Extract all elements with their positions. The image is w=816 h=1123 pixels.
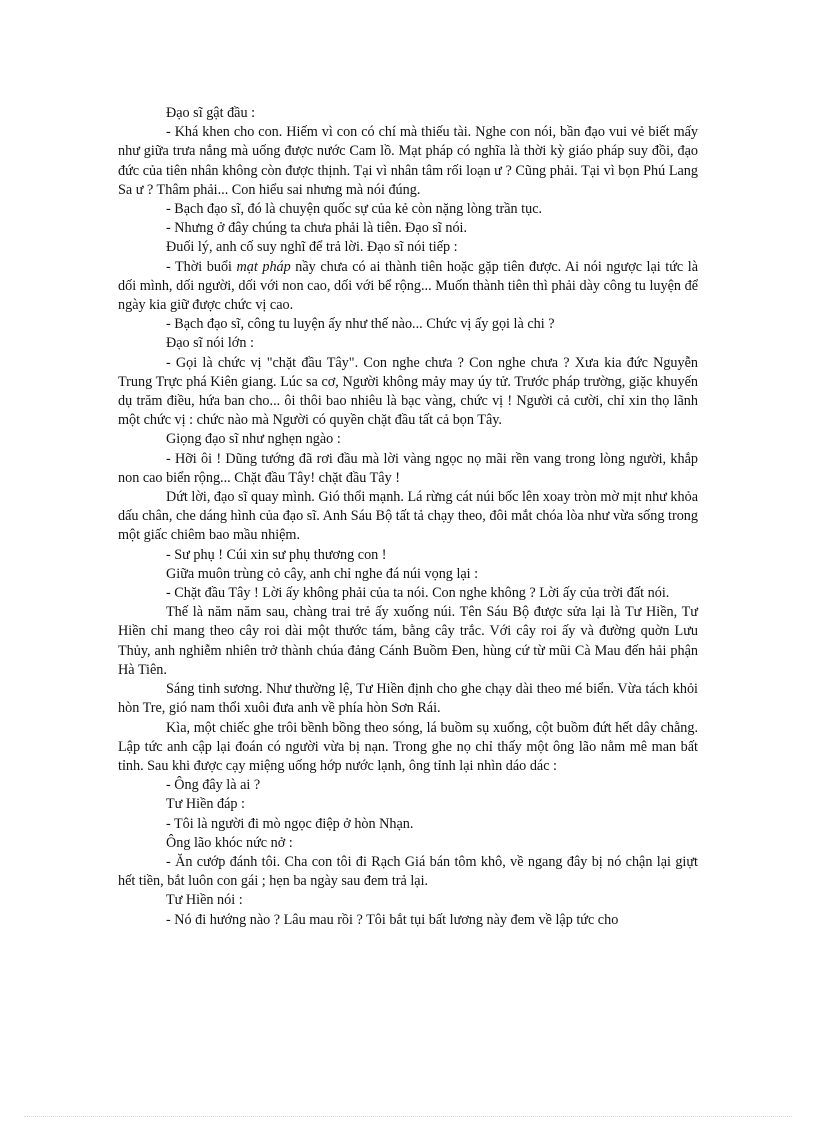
paragraph: - Bạch đạo sĩ, đó là chuyện quốc sự của kẻ còn nặng lòng trần tục.	[166, 201, 543, 218]
paragraph-text: nầy chưa có ai thành tiên hoặc gặp tiên được. Ai nói ngược lại tức là dối mình, dối người, dối với non cao, dối với bể rộng... Muốn thành tiên thì phải dày công tu luyện để ngày kia giữ được chức vị cao.	[118, 258, 699, 314]
paragraph: Đuối lý, anh cố suy nghĩ để trả lời. Đạo sĩ nói tiếp :	[166, 239, 458, 256]
paragraph: Đạo sĩ nói lớn :	[166, 335, 254, 352]
paragraph: - Bạch đạo sĩ, công tu luyện ấy như thế nào... Chức vị ấy gọi là chi ?	[166, 316, 555, 333]
paragraph-text: - Thời buổi	[166, 258, 237, 275]
paragraph: Tư Hiền đáp :	[166, 796, 246, 813]
paragraph: Thế là năm năm sau, chàng trai trẻ ấy xuống núi. Tên Sáu Bộ được sửa lại là Tư Hiền, Tư Hiền chỉ mang theo cây roi dài một thước tám, bằng cây trắc. Với cây roi ấy và đường quờn Lưu Thủy, anh nghiễm nhiên trở thành chúa đảng Cánh Buồm Đen, hùng cứ từ mũi Cà Mau đến hải phận Hà Tiên.	[118, 604, 698, 678]
paragraph: - Nó đi hướng nào ? Lâu mau rồi ? Tôi bắt tụi bất lương này đem về lập tức cho	[166, 911, 619, 928]
italic-term: mạt pháp	[236, 258, 291, 275]
paragraph: - Nhưng ở đây chúng ta chưa phải là tiên. Đạo sĩ nói.	[166, 220, 468, 237]
paragraph: Đạo sĩ gật đầu :	[166, 105, 256, 121]
document-body	[118, 104, 698, 930]
paragraph: - Ăn cướp đánh tôi. Cha con tôi đi Rạch Giá bán tôm khô, về ngang đây bị nó chận lại giựt hết tiền, bắt luôn con gái ; hẹn ba ngày sau đem trả lại.	[118, 853, 698, 890]
paragraph: Tư Hiền nói :	[166, 892, 243, 909]
paragraph: Dứt lời, đạo sĩ quay mình. Gió thổi mạnh. Lá rừng cát núi bốc lên xoay tròn mờ mịt như khỏa dấu chân, che dáng hình của đạo sĩ. Anh Sáu Bộ tất tả chạy theo, đôi mắt chóa lòa như vừa sống trong một giấc chiêm bao mầu nhiệm.	[118, 489, 698, 544]
paragraph: - Khá khen cho con. Hiếm vì con có chí mà thiếu tài. Nghe con nói, bần đạo vui vẻ biết mấy như giữa trưa nắng mà uống được nước Cam lồ. Mạt pháp có nghĩa là thời kỳ giáo pháp suy đồi, đạo đức của tiên nhân không còn được thịnh. Tại vì nhân tâm rối loạn ư ? Cũng phải. Tại vì bọn Phú Lang Sa ư ? Thâm phải... Con hiểu sai nhưng mà nói đúng.	[118, 124, 698, 198]
paragraph: - Hỡi ôi ! Dũng tướng đã rơi đầu mà lời vàng ngọc nọ mãi rền vang trong lòng người, khắp non cao biển rộng... Chặt đầu Tây! chặt đầu Tây !	[118, 450, 698, 486]
paragraph: Kìa, một chiếc ghe trôi bềnh bồng theo sóng, lá buồm sụ xuống, cột buồm đứt hết dây chằng. Lập tức anh cập lại đoán có người vừa bị nạn. Trong ghe nọ chỉ thấy một ông lão nằm mê man bất tỉnh. Sau khi được cạy miệng uống hớp nước lạnh, ông tỉnh lại nhìn dáo dác :	[118, 719, 698, 774]
paragraph: Sáng tinh sương. Như thường lệ, Tư Hiền định cho ghe chạy dài theo mé biển. Vừa tách khỏi hòn Tre, gió nam thổi xuôi đưa anh về phía hòn Sơn Rái.	[118, 681, 698, 717]
paragraph: - Tôi là người đi mò ngọc điệp ở hòn Nhạn.	[166, 815, 414, 832]
paragraph: Giữa muôn trùng cỏ cây, anh chỉ nghe đá núi vọng lại :	[166, 565, 479, 582]
paragraph: Ông lão khóc nức nở :	[166, 834, 293, 851]
paragraph: - Sư phụ ! Cúi xin sư phụ thương con !	[166, 546, 387, 563]
paragraph: - Gọi là chức vị "chặt đầu Tây". Con nghe chưa ? Con nghe chưa ? Xưa kia đức Nguyễn Trung Trực phá Kiên giang. Lúc sa cơ, Người không mảy may úy tử. Trước pháp trường, giặc khuyến dụ trăm điều, hứa ban cho... ôi thôi bao nhiêu là bạc vàng, chức vị ! Người cả cười, chỉ xin thọ lãnh một chức vị : chức nào mà Người có quyền chặt đầu tất cả bọn Tây.	[118, 354, 698, 429]
paragraph: Giọng đạo sĩ như nghẹn ngào :	[166, 431, 341, 448]
paragraph: - Ông đây là ai ?	[166, 777, 261, 794]
page-bottom-divider	[24, 1116, 792, 1117]
paragraph: - Chặt đầu Tây ! Lời ấy không phải của ta nói. Con nghe không ? Lời ấy của trời đất nói.	[166, 585, 670, 602]
paragraph	[118, 258, 698, 316]
